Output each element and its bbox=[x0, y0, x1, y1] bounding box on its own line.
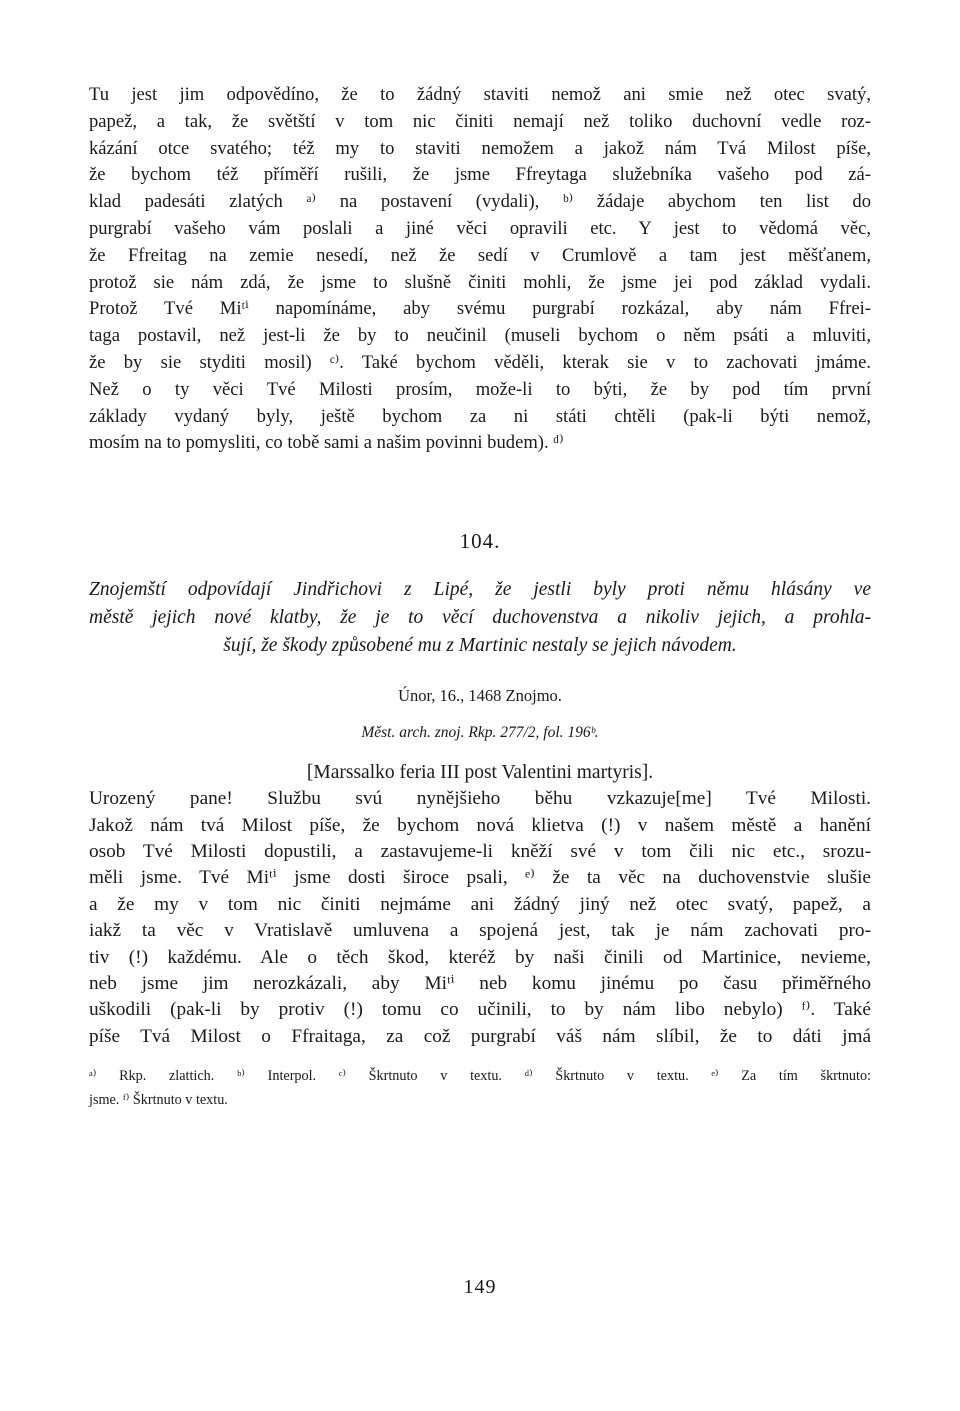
document-number: 104. bbox=[459, 529, 501, 554]
text-line: Urozený pane! Službu svú nynějšieho běhu vzkazuje[me] Tvé Milosti. bbox=[89, 788, 871, 810]
text-line: měli jsme. Tvé Miᵗⁱ jsme dosti široce psali, ᵉ⁾ že ta věc na duchovenstvie slušie bbox=[89, 867, 871, 889]
text-line: tiv (!) každému. Ale o těch škod, kteréž by naši činili od Martinice, nevieme, bbox=[89, 946, 871, 968]
text-line: taga postavil, než jest-li že by to neučinil (museli bychom o něm psáti a mluviti, bbox=[89, 325, 871, 347]
title-line: Znojemští odpovídají Jindřichovi z Lipé, že jestli byly proti němu hlásány ve bbox=[89, 579, 871, 601]
text-line: neb jsme jim nerozkázali, aby Miᵗⁱ neb komu jinému po času přiměřného bbox=[89, 973, 871, 994]
text-line: že bychom též příměří rušili, že jsme Ffreytaga služebníka vašeho pod zá- bbox=[89, 164, 871, 186]
text-line: Než o ty věci Tvé Milosti prosím, može-li to býti, že by pod tím první bbox=[89, 378, 871, 400]
text-line: že Ffreitag na zemie nesedí, než že sedí v Crumlově a tam jest měšťanem, bbox=[89, 244, 871, 266]
text-line: iakž ta věc v Vratislavě umluvena a spojená jest, tak je nám zachovati pro- bbox=[89, 920, 871, 942]
title-line: šují, že škody způsobené mu z Martinic nestaly se jejich návodem. bbox=[223, 635, 737, 657]
title-line: městě jejich nové klatby, že je to věcí duchovenstva a nikoliv jejich, a prohla- bbox=[89, 607, 871, 629]
text-line: protož sie nám zdá, že jsme to slušně činiti mohli, že jsme jei pod základ vydali. bbox=[89, 271, 871, 293]
text-line: klad padesáti zlatých ᵃ⁾ na postavení (vydali), ᵇ⁾ žádaje abychom ten list do bbox=[89, 191, 871, 213]
letter-body bbox=[89, 786, 871, 1050]
text-line: papež, a tak, že světští v tom nic činiti nemají než toliko duchovní vedle roz- bbox=[89, 110, 871, 132]
archive-source: Měst. arch. znoj. Rkp. 277/2, fol. 196ᵇ. bbox=[361, 724, 599, 742]
text-line: mosím na to pomysliti, co tobě sami a našim povinni budem). ᵈ⁾ bbox=[89, 432, 564, 454]
text-line: píše Tvá Milost o Ffraitaga, za což purgrabí váš nám slíbil, že to dáti jmá bbox=[89, 1025, 871, 1047]
text-line: Jakož nám tvá Milost píše, že bychom nová klietva (!) v našem městě a hanění bbox=[89, 814, 871, 836]
text-line: Tu jest jim odpovědíno, že to žádný staviti nemož ani smie než otec svatý, bbox=[89, 84, 871, 105]
paragraph-continued bbox=[89, 82, 871, 457]
text-line: Protož Tvé Miᵗⁱ napomínáme, aby svému purgrabí rozkázal, aby nám Ffrei- bbox=[89, 298, 871, 320]
page-body bbox=[89, 82, 871, 1112]
text-line: základy vydaný byly, ještě bychom za ni státi chtěli (pak-li býti nemož, bbox=[89, 405, 871, 427]
text-line: že by sie styditi mosil) ᶜ⁾. Také bychom věděli, kterak sie v to zachovati jmáme. bbox=[89, 351, 871, 373]
page-number: 149 bbox=[463, 1276, 497, 1298]
footnote-line: ᵃ⁾ Rkp. zlattich. ᵇ⁾ Interpol. ᶜ⁾ Škrtnuto v textu. ᵈ⁾ Škrtnuto v textu. ᵉ⁾ Za tím škrtnuto: bbox=[89, 1068, 871, 1085]
text-line: osob Tvé Milosti dopustili, a zastavujeme-li kněží své v tom čili nic etc., srozu- bbox=[89, 840, 871, 862]
footnotes bbox=[89, 1064, 871, 1112]
text-line: a že my v tom nic činiti nejmáme ani žádný jiný než otec svatý, papež, a bbox=[89, 893, 871, 915]
document-title bbox=[89, 576, 871, 660]
text-line: purgrabí vašeho vám poslali a jiné věci opravili etc. Y jest to vědomá věc, bbox=[89, 217, 871, 239]
footnote-line: jsme. ᶠ⁾ Škrtnuto v textu. bbox=[89, 1092, 228, 1109]
text-line: kázání otce svatého; též my to staviti nemožem a jakož nám Tvá Milost píše, bbox=[89, 137, 871, 159]
text-line: uškodili (pak-li by protiv (!) tomu co učinili, to by nám libo nebylo) ᶠ⁾. Také bbox=[89, 999, 871, 1021]
dateline: Únor, 16., 1468 Znojmo. bbox=[398, 686, 562, 706]
letter-heading: [Marssalko feria III post Valentini martyris]. bbox=[306, 762, 654, 784]
